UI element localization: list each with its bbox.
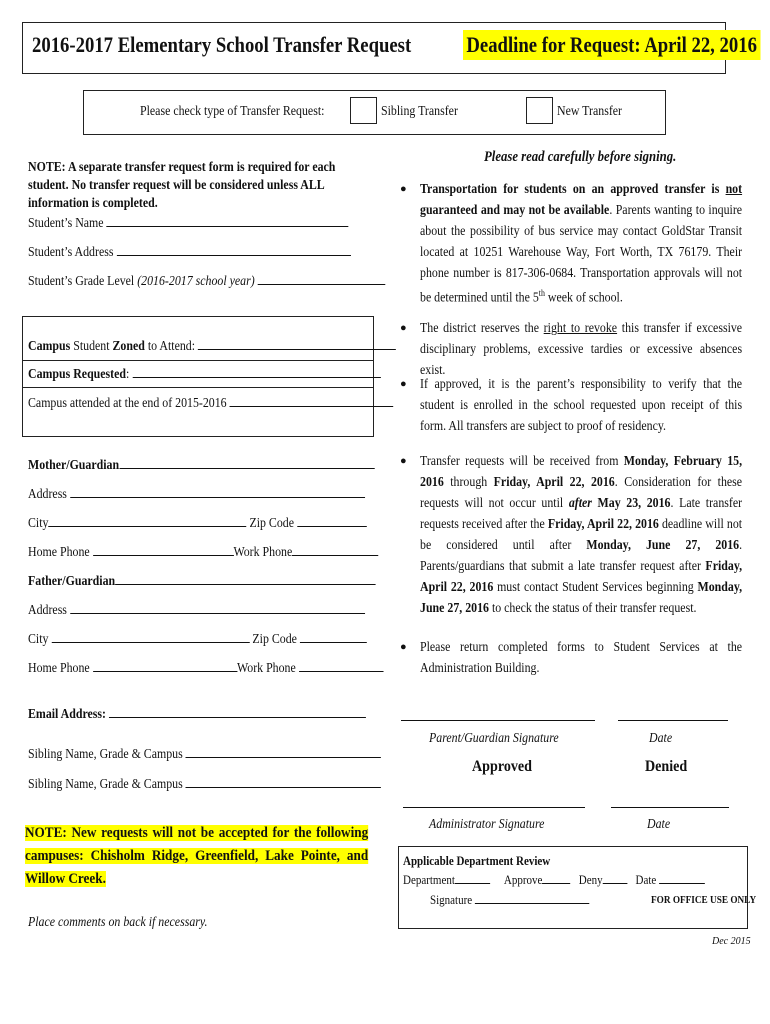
- campus-zoned-field[interactable]: Campus Student Zoned to Attend:: [28, 338, 396, 354]
- mother-phone-field[interactable]: Home Phone Work Phone: [28, 544, 379, 560]
- student-grade-label: Student’s Grade Level: [28, 273, 135, 288]
- email-address-field[interactable]: Email Address:: [28, 706, 366, 722]
- admin-signature-line[interactable]: [403, 807, 585, 808]
- parent-signature-label: Parent/Guardian Signature: [429, 730, 559, 745]
- denied-label: Denied: [645, 758, 688, 775]
- father-address-field[interactable]: Address: [28, 602, 365, 618]
- transportation-paragraph: Transportation for students on an approved transfer is not guaranteed and may not be available. Parents wanting to inquire about the possibility of bus service may contact GoldStar Transit located at 10251 Warehouse Way, Fort Worth, TX 76179. Their phone number is 817-306-0684. Transportation approvals will not be determined until the 5th week of school.: [420, 181, 743, 305]
- revision-date: Dec 2015: [712, 936, 751, 947]
- deadline-banner: Deadline for Request: April 22, 2016: [463, 30, 760, 60]
- student-grade-field[interactable]: [28, 273, 385, 289]
- bullet-icon: ●: [400, 455, 407, 467]
- transfer-type-prompt: Please check type of Transfer Request:: [140, 103, 325, 118]
- student-name-label: Student’s Name: [28, 215, 104, 230]
- review-row[interactable]: Department Approve Deny Date: [403, 873, 705, 888]
- new-transfer-checkbox[interactable]: [526, 97, 553, 124]
- admin-date-line[interactable]: [611, 807, 729, 808]
- review-title: Applicable Department Review: [403, 854, 551, 868]
- form-title: 2016-2017 Elementary School Transfer Request: [32, 32, 412, 57]
- sibling-transfer-checkbox[interactable]: [350, 97, 377, 124]
- date-label: Date: [649, 730, 673, 745]
- date-label: Date: [647, 816, 671, 831]
- sibling-transfer-label: Sibling Transfer: [381, 103, 458, 118]
- bullet-icon: ●: [400, 183, 407, 195]
- father-city-zip-field[interactable]: City Zip Code: [28, 631, 367, 647]
- mother-guardian-field[interactable]: Mother/Guardian: [28, 457, 374, 473]
- campus-attended-field[interactable]: Campus attended at the end of 2015-2016: [28, 395, 393, 411]
- note-separate-form: NOTE: A separate transfer request form is required for each student. No transfer request will be considered unless ALL information is completed.: [28, 159, 336, 210]
- bullet-icon: ●: [400, 322, 407, 334]
- mother-city-zip-field[interactable]: City Zip Code: [28, 515, 366, 531]
- campus-divider: [22, 360, 374, 361]
- approved-label: Approved: [472, 758, 532, 775]
- read-carefully-heading: Please read carefully before signing.: [484, 149, 677, 165]
- sibling-2-field[interactable]: Sibling Name, Grade & Campus: [28, 776, 381, 792]
- campus-requested-field[interactable]: Campus Requested:: [28, 366, 380, 382]
- bullet-icon: ●: [400, 378, 407, 390]
- mother-address-field[interactable]: Address: [28, 486, 365, 502]
- sibling-1-field[interactable]: Sibling Name, Grade & Campus: [28, 746, 381, 762]
- review-signature-field[interactable]: Signature: [430, 893, 589, 908]
- revoke-paragraph: The district reserves the right to revoke this transfer if excessive disciplinary problems, excessive tardies or excessive absences exist.: [420, 320, 743, 377]
- parent-date-line[interactable]: [618, 720, 728, 721]
- student-address-field[interactable]: [28, 244, 351, 260]
- enrollment-paragraph: If approved, it is the parent’s responsibility to verify that the student is enrolled in the school requested upon receipt of this form. All transfers are subject to proof of residency.: [420, 376, 743, 433]
- student-address-label: Student’s Address: [28, 244, 114, 259]
- return-forms-paragraph: Please return completed forms to Student Services at the Administration Building.: [420, 639, 743, 675]
- comments-note: Place comments on back if necessary.: [28, 914, 208, 929]
- school-year-note: (2016-2017 school year): [137, 273, 255, 288]
- father-guardian-field[interactable]: Father/Guardian: [28, 573, 376, 589]
- bullet-icon: ●: [400, 641, 407, 653]
- new-transfer-label: New Transfer: [557, 103, 623, 118]
- campus-divider: [22, 387, 374, 388]
- office-use-only: FOR OFFICE USE ONLY: [651, 895, 757, 906]
- student-name-field[interactable]: [28, 215, 349, 231]
- parent-signature-line[interactable]: [401, 720, 595, 721]
- father-phone-field[interactable]: Home Phone Work Phone: [28, 660, 383, 676]
- admin-signature-label: Administrator Signature: [429, 816, 545, 831]
- campus-restriction-note: NOTE: New requests will not be accepted for the following campuses: Chisholm Ridge, Greenfield, Lake Pointe, and Willow Creek.: [25, 825, 369, 887]
- dates-paragraph: Transfer requests will be received from Monday, February 15, 2016 through Friday, April 22, 2016. Consideration for these requests will not occur until after May 23, 2016. Late transfer requests received after the Friday, April 22, 2016 deadline will not be considered until after Monday, June 27, 2016. Parents/guardians that submit a late transfer request after Friday, April 22, 2016 must contact Student Services beginning Monday, June 27, 2016 to check the status of their transfer request.: [420, 453, 743, 615]
